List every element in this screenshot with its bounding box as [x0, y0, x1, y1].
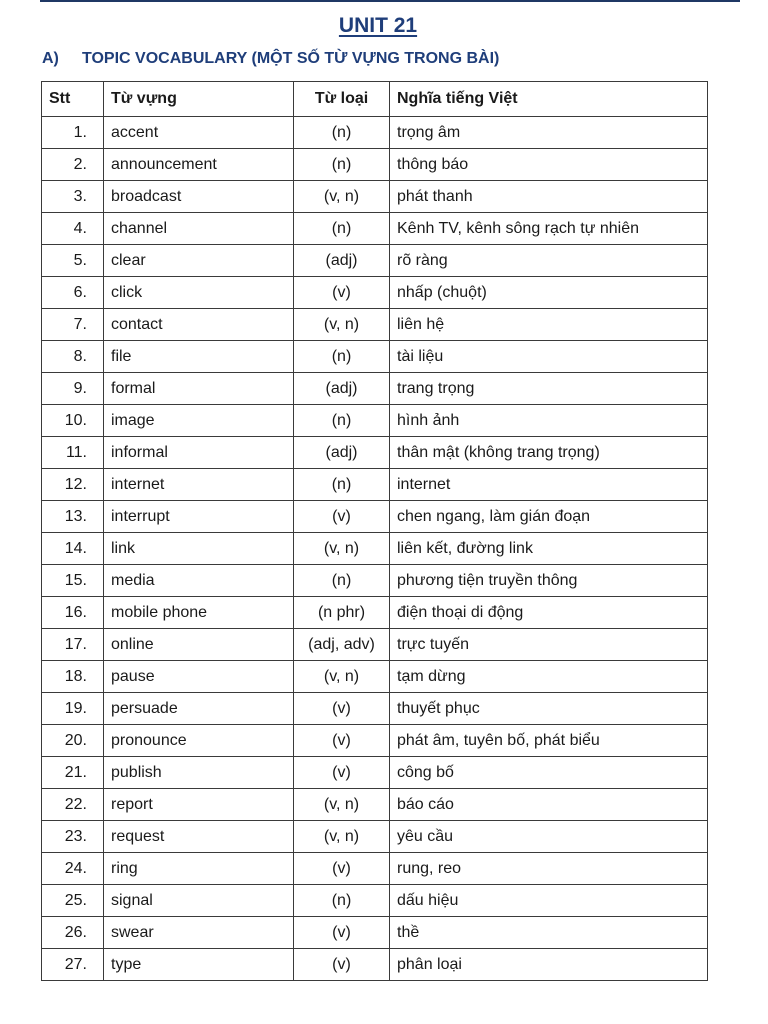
- cell-part-of-speech: (v): [294, 757, 390, 789]
- cell-word: publish: [104, 757, 294, 789]
- cell-word: signal: [104, 885, 294, 917]
- cell-part-of-speech: (n): [294, 213, 390, 245]
- cell-stt: 11.: [42, 437, 104, 469]
- table-row: [42, 565, 708, 597]
- cell-stt: 2.: [42, 149, 104, 181]
- cell-meaning: tạm dừng: [390, 661, 708, 693]
- table-row: [42, 821, 708, 853]
- cell-word: pronounce: [104, 725, 294, 757]
- cell-part-of-speech: (n phr): [294, 597, 390, 629]
- cell-meaning: rung, reo: [390, 853, 708, 885]
- table-row: [42, 117, 708, 149]
- cell-stt: 20.: [42, 725, 104, 757]
- cell-meaning: phát âm, tuyên bố, phát biểu: [390, 725, 708, 757]
- cell-meaning: hình ảnh: [390, 405, 708, 437]
- table-row: [42, 917, 708, 949]
- table-row: [42, 181, 708, 213]
- table-row: [42, 597, 708, 629]
- cell-part-of-speech: (n): [294, 405, 390, 437]
- cell-stt: 17.: [42, 629, 104, 661]
- table-row: [42, 757, 708, 789]
- cell-word: broadcast: [104, 181, 294, 213]
- cell-stt: 14.: [42, 533, 104, 565]
- cell-stt: 18.: [42, 661, 104, 693]
- cell-stt: 6.: [42, 277, 104, 309]
- cell-part-of-speech: (n): [294, 469, 390, 501]
- cell-stt: 24.: [42, 853, 104, 885]
- cell-word: informal: [104, 437, 294, 469]
- cell-part-of-speech: (n): [294, 565, 390, 597]
- cell-part-of-speech: (n): [294, 149, 390, 181]
- cell-word: clear: [104, 245, 294, 277]
- table-row: [42, 789, 708, 821]
- header-stt: Stt: [42, 82, 104, 117]
- table-row: [42, 405, 708, 437]
- cell-part-of-speech: (adj): [294, 245, 390, 277]
- cell-meaning: liên kết, đường link: [390, 533, 708, 565]
- cell-meaning: trang trọng: [390, 373, 708, 405]
- cell-stt: 13.: [42, 501, 104, 533]
- cell-part-of-speech: (v): [294, 693, 390, 725]
- table-row: [42, 885, 708, 917]
- cell-part-of-speech: (v, n): [294, 309, 390, 341]
- table-row: [42, 661, 708, 693]
- cell-word: report: [104, 789, 294, 821]
- cell-part-of-speech: (adj, adv): [294, 629, 390, 661]
- cell-stt: 7.: [42, 309, 104, 341]
- cell-stt: 21.: [42, 757, 104, 789]
- header-meaning: Nghĩa tiếng Việt: [390, 82, 708, 117]
- cell-meaning: thân mật (không trang trọng): [390, 437, 708, 469]
- top-rule: [40, 0, 740, 2]
- table-row: [42, 437, 708, 469]
- cell-meaning: Kênh TV, kênh sông rạch tự nhiên: [390, 213, 708, 245]
- section-heading: [42, 50, 499, 68]
- cell-part-of-speech: (v, n): [294, 181, 390, 213]
- cell-word: request: [104, 821, 294, 853]
- cell-part-of-speech: (v): [294, 853, 390, 885]
- table-row: [42, 469, 708, 501]
- cell-stt: 27.: [42, 949, 104, 981]
- table-row: [42, 245, 708, 277]
- cell-stt: 16.: [42, 597, 104, 629]
- cell-part-of-speech: (v): [294, 277, 390, 309]
- cell-word: persuade: [104, 693, 294, 725]
- cell-part-of-speech: (v): [294, 501, 390, 533]
- cell-word: pause: [104, 661, 294, 693]
- cell-stt: 10.: [42, 405, 104, 437]
- cell-word: online: [104, 629, 294, 661]
- section-marker: A): [42, 50, 59, 67]
- cell-stt: 3.: [42, 181, 104, 213]
- cell-meaning: chen ngang, làm gián đoạn: [390, 501, 708, 533]
- cell-meaning: liên hệ: [390, 309, 708, 341]
- table-row: [42, 213, 708, 245]
- cell-word: media: [104, 565, 294, 597]
- table-row: [42, 277, 708, 309]
- cell-part-of-speech: (v): [294, 917, 390, 949]
- cell-meaning: phát thanh: [390, 181, 708, 213]
- cell-word: swear: [104, 917, 294, 949]
- header-word: Từ vựng: [104, 82, 294, 117]
- cell-part-of-speech: (n): [294, 117, 390, 149]
- cell-part-of-speech: (n): [294, 341, 390, 373]
- cell-meaning: điện thoại di động: [390, 597, 708, 629]
- cell-word: click: [104, 277, 294, 309]
- table-row: [42, 309, 708, 341]
- cell-part-of-speech: (v): [294, 949, 390, 981]
- cell-meaning: yêu cầu: [390, 821, 708, 853]
- table-row: [42, 533, 708, 565]
- cell-word: accent: [104, 117, 294, 149]
- cell-word: announcement: [104, 149, 294, 181]
- cell-meaning: rõ ràng: [390, 245, 708, 277]
- cell-stt: 25.: [42, 885, 104, 917]
- cell-meaning: nhấp (chuột): [390, 277, 708, 309]
- cell-part-of-speech: (v, n): [294, 533, 390, 565]
- cell-meaning: thông báo: [390, 149, 708, 181]
- table-row: [42, 949, 708, 981]
- cell-meaning: thuyết phục: [390, 693, 708, 725]
- cell-meaning: công bố: [390, 757, 708, 789]
- unit-title: UNIT 21: [338, 14, 418, 37]
- cell-stt: 23.: [42, 821, 104, 853]
- cell-meaning: thề: [390, 917, 708, 949]
- table-row: [42, 725, 708, 757]
- cell-meaning: tài liệu: [390, 341, 708, 373]
- cell-stt: 26.: [42, 917, 104, 949]
- cell-stt: 9.: [42, 373, 104, 405]
- cell-meaning: trực tuyến: [390, 629, 708, 661]
- cell-meaning: internet: [390, 469, 708, 501]
- cell-stt: 22.: [42, 789, 104, 821]
- cell-word: ring: [104, 853, 294, 885]
- cell-stt: 12.: [42, 469, 104, 501]
- cell-meaning: trọng âm: [390, 117, 708, 149]
- table-header-row: [42, 82, 708, 117]
- table-row: [42, 629, 708, 661]
- cell-meaning: báo cáo: [390, 789, 708, 821]
- cell-part-of-speech: (v, n): [294, 789, 390, 821]
- cell-meaning: phân loại: [390, 949, 708, 981]
- cell-word: link: [104, 533, 294, 565]
- cell-word: interrupt: [104, 501, 294, 533]
- cell-stt: 5.: [42, 245, 104, 277]
- table-row: [42, 501, 708, 533]
- cell-part-of-speech: (n): [294, 885, 390, 917]
- header-part-of-speech: Từ loại: [294, 82, 390, 117]
- cell-word: mobile phone: [104, 597, 294, 629]
- table-row: [42, 853, 708, 885]
- section-title: TOPIC VOCABULARY (MỘT SỐ TỪ VỰNG TRONG BÀI): [82, 50, 500, 67]
- table-row: [42, 373, 708, 405]
- cell-stt: 8.: [42, 341, 104, 373]
- cell-part-of-speech: (v, n): [294, 821, 390, 853]
- cell-stt: 15.: [42, 565, 104, 597]
- table-row: [42, 693, 708, 725]
- vocabulary-table: [41, 81, 708, 981]
- cell-word: internet: [104, 469, 294, 501]
- cell-meaning: phương tiện truyền thông: [390, 565, 708, 597]
- table-row: [42, 149, 708, 181]
- cell-stt: 19.: [42, 693, 104, 725]
- cell-stt: 4.: [42, 213, 104, 245]
- vocabulary-table-body: [42, 117, 708, 981]
- cell-word: channel: [104, 213, 294, 245]
- cell-part-of-speech: (adj): [294, 373, 390, 405]
- cell-word: image: [104, 405, 294, 437]
- cell-part-of-speech: (adj): [294, 437, 390, 469]
- cell-part-of-speech: (v): [294, 725, 390, 757]
- cell-word: formal: [104, 373, 294, 405]
- cell-part-of-speech: (v, n): [294, 661, 390, 693]
- table-row: [42, 341, 708, 373]
- cell-word: contact: [104, 309, 294, 341]
- cell-stt: 1.: [42, 117, 104, 149]
- cell-meaning: dấu hiệu: [390, 885, 708, 917]
- cell-word: type: [104, 949, 294, 981]
- cell-word: file: [104, 341, 294, 373]
